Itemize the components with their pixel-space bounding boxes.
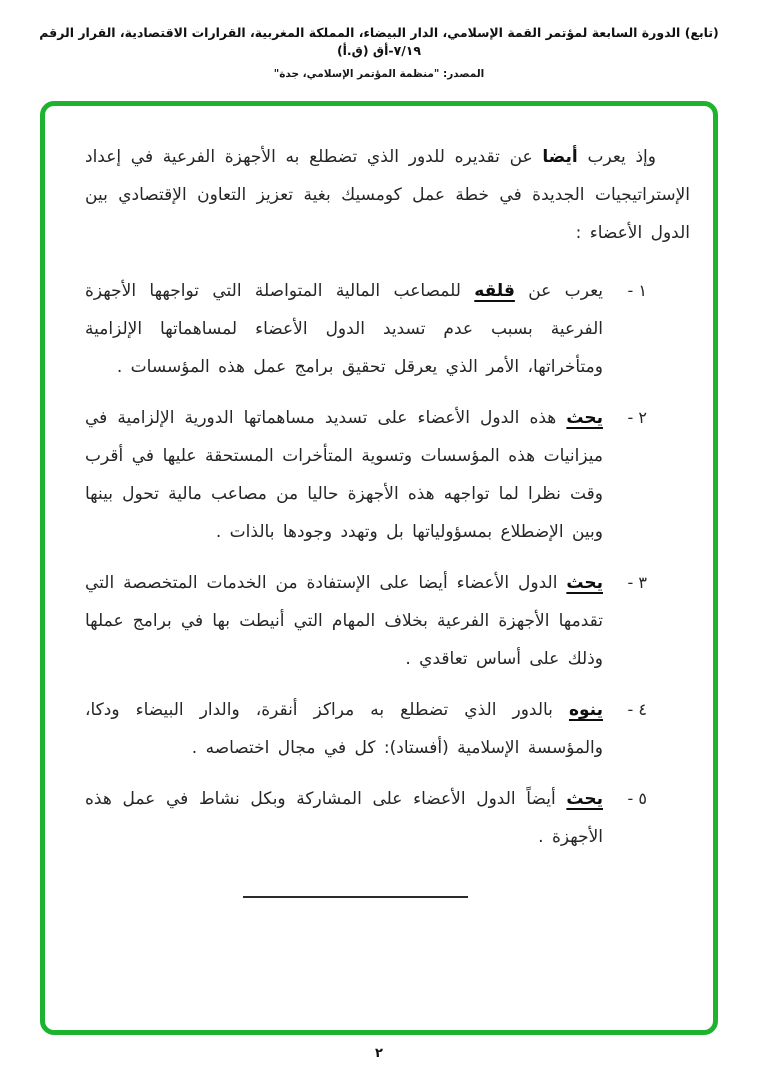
clause-number: ٤ - [627,700,647,719]
page-number: ٢ [375,1046,383,1061]
clause-number: ٢ - [627,408,647,427]
clause-text [85,780,603,856]
header [0,0,758,80]
clause-body: بالدور الذي تضطلع به مراكز أنقرة، والدار البيضاء ودكا، والمؤسسة الإسلامية (أفستاد): كل في مجال اختصاصه . [85,700,603,758]
clause-body: أيضاً الدول الأعضاء على المشاركة وبكل نشاط في عمل هذه الأجهزة . [85,789,603,847]
clause-pre: يعرب عن [514,281,604,301]
clause-text [85,272,603,386]
clause-list [85,272,690,856]
preamble-emphasis: أيضا [542,147,578,167]
clause-item [85,564,647,678]
preamble-text-post: عن تقديره للدور الذي تضطلع به الأجهزة الفرعية في إعداد الإستراتيجيات الجديدة في خطة عمل كومسيك بغية تعزيز التعاون الإقتصادي بين الدول الأعضاء : [85,147,690,243]
clause-item [85,272,647,386]
clause-item [85,780,647,856]
clause-text [85,564,603,678]
separator-line [243,896,468,898]
operative-word: يحث [566,408,603,428]
operative-word: يحث [566,789,603,809]
resolution-preamble [85,138,690,252]
operative-word: ينوه [568,700,603,720]
clause-text [85,691,603,767]
clause-item [85,399,647,551]
citation-line: (تابع) الدورة السابعة لمؤتمر القمة الإسلامي، الدار البيضاء، المملكة المغربية، القرارات الاقتصادية، القرار الرقم ٧/١٩-أق (ق.أ) [39,25,719,58]
source-line: المصدر: "منظمة المؤتمر الإسلامي، جدة" [273,68,485,80]
clause-number: ١ - [627,281,647,300]
clause-number: ٥ - [627,789,647,808]
clause-body: الدول الأعضاء أيضا على الإستفادة من الخدمات المتخصصة التي تقدمها الأجهزة الفرعية بخلاف المهام التي أنيطت بها في برامج عملها وذلك على أساس تعاقدي . [85,573,603,669]
clause-item [85,691,647,767]
clause-text [85,399,603,551]
clause-body: للمصاعب المالية المتواصلة التي تواجهها الأجهزة الفرعية بسبب عدم تسديد الدول الأعضاء لمساهماتها الإلزامية ومتأخراتها، الأمر الذي يعرقل تحقيق برامج عمل هذه المؤسسات . [85,281,603,377]
clause-body: هذه الدول الأعضاء على تسديد مساهماتها الدورية الإلزامية في ميزانيات هذه المؤسسات وتسوية المتأخرات المستحقة عليها في أقرب وقت نظرا لما تواجهه هذه الأجهزة حاليا من مصاعب مالية تحول بينها وبين الإضطلاع بمسؤولياتها بل وتهدد وجودها بالذات . [85,408,603,542]
operative-word: يحث [566,573,603,593]
operative-word: قلقه [474,281,515,301]
document-frame [40,101,718,1035]
clause-number: ٣ - [627,573,647,592]
preamble-text-pre: وإذ يعرب [577,147,656,167]
